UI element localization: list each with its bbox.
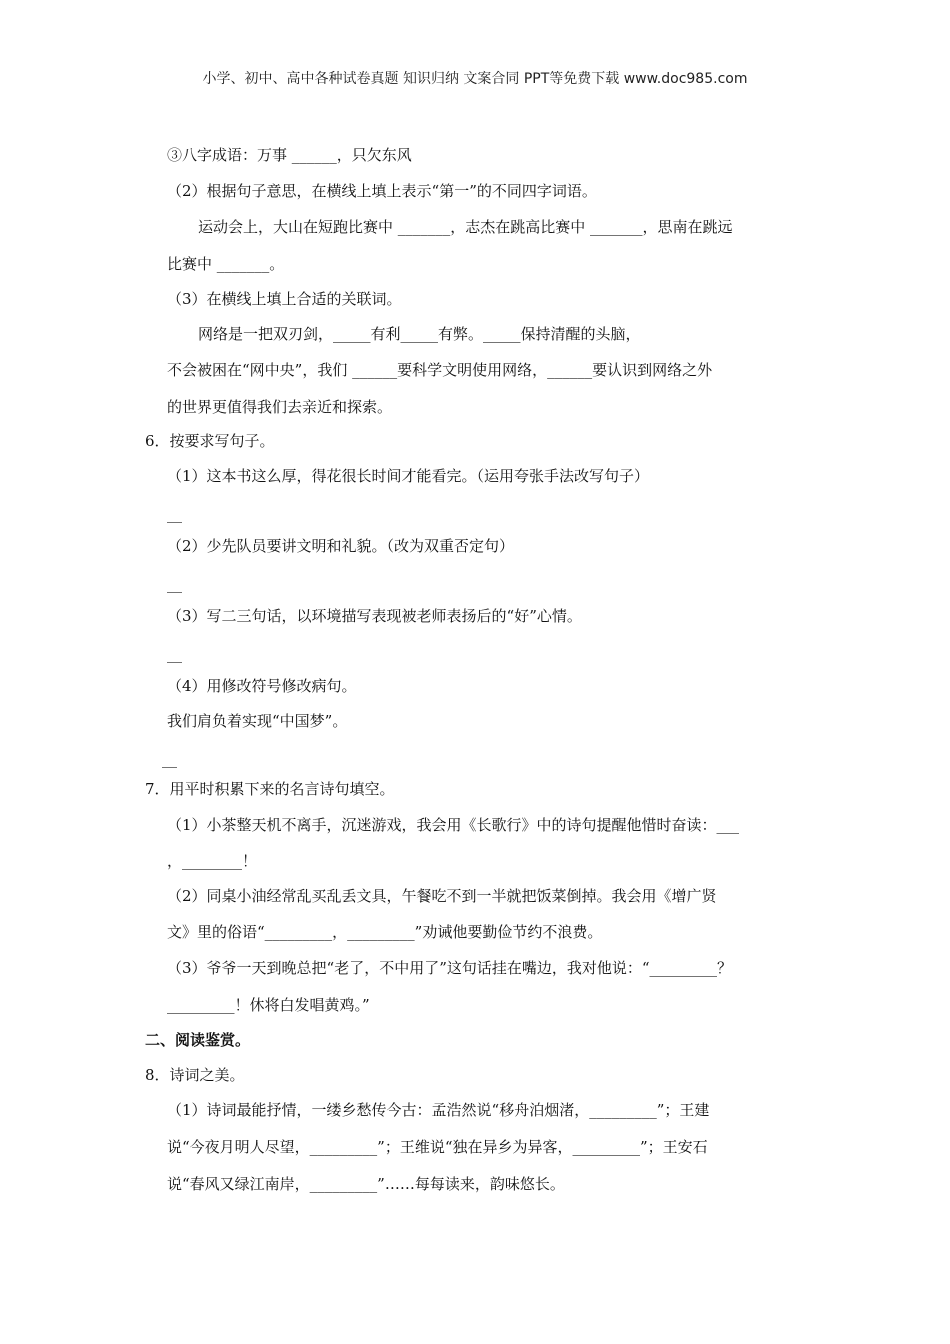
question-7-title: 7．用平时积累下来的名言诗句填空。: [145, 780, 395, 798]
question-3-prompt: （3）在横线上填上合适的关联词。: [167, 290, 402, 308]
q6-item-2: （2）少先队员要讲文明和礼貌。（改为双重否定句）: [167, 537, 515, 555]
q6-item-3: （3）写二三句话，以环境描写表现被老师表扬后的“好”心情。: [167, 607, 582, 625]
q7-item-1-cont: ，________！: [167, 852, 258, 870]
network-sentence: 网络是一把双刃剑，_____有利_____有弊。_____保持清醒的头脑，: [198, 325, 641, 343]
q7-item-2-cont: 文》里的俗语“_________，_________”劝诫他要勤俭节约不浪费。: [167, 923, 603, 941]
answer-blank: __: [167, 645, 182, 663]
question-2-prompt: （2）根据句子意思，在横线上填上表示“第一”的不同四字词语。: [167, 182, 597, 200]
question-8-title: 8．诗词之美。: [145, 1066, 245, 1084]
q8-item-1-cont: 说“今夜月明人尽望，_________”；王维说“独在异乡为异客，_________”；王安石: [167, 1138, 708, 1156]
page-header: 小学、初中、高中各种试卷真题 知识归纳 文案合同 PPT等免费下载 www.doc985.com: [202, 71, 748, 87]
q7-item-1: （1）小茶整天机不离手，沉迷游戏，我会用《长歌行》中的诗句提醒他惜时奋读：___: [167, 816, 740, 834]
answer-blank: __: [167, 575, 182, 593]
q7-item-3-cont: _________！休将白发唱黄鸡。”: [167, 996, 370, 1014]
network-sentence-end: 的世界更值得我们去亲近和探索。: [167, 398, 393, 416]
network-sentence-cont: 不会被困在“网中央”，我们 ______要科学文明使用网络，______要认识到网络之外: [167, 361, 713, 379]
answer-blank: __: [162, 750, 177, 768]
question-6-title: 6．按要求写句子。: [145, 432, 275, 450]
q6-item-4: （4）用修改符号修改病句。: [167, 677, 357, 695]
q7-item-2: （2）同桌小油经常乱买乱丢文具，午餐吃不到一半就把饭菜倒掉。我会用《增广贤: [167, 887, 717, 905]
idiom-line: ③八字成语：万事 ______，只欠东风: [167, 146, 412, 164]
q6-item-1: （1）这本书这么厚，得花很长时间才能看完。（运用夸张手法改写句子）: [167, 467, 650, 485]
sports-sentence-cont: 比赛中 _______。: [167, 255, 285, 273]
q8-item-1: （1）诗词最能抒情，一缕乡愁传今古：孟浩然说“移舟泊烟渚，_________”；王建: [167, 1101, 710, 1119]
sports-sentence: 运动会上，大山在短跑比赛中 _______，志杰在跳高比赛中 _______，思南在跳远: [198, 218, 733, 236]
faulty-sentence: 我们肩负着实现“中国梦”。: [167, 712, 348, 730]
q7-item-3: （3）爷爷一天到晚总把“老了，不中用了”这句话挂在嘴边，我对他说：“_________？: [167, 959, 733, 977]
answer-blank: __: [167, 505, 182, 523]
q8-item-1-end: 说“春风又绿江南岸，_________”……每每读来，韵味悠长。: [167, 1175, 565, 1193]
section-2-title: 二、阅读鉴赏。: [145, 1031, 251, 1049]
